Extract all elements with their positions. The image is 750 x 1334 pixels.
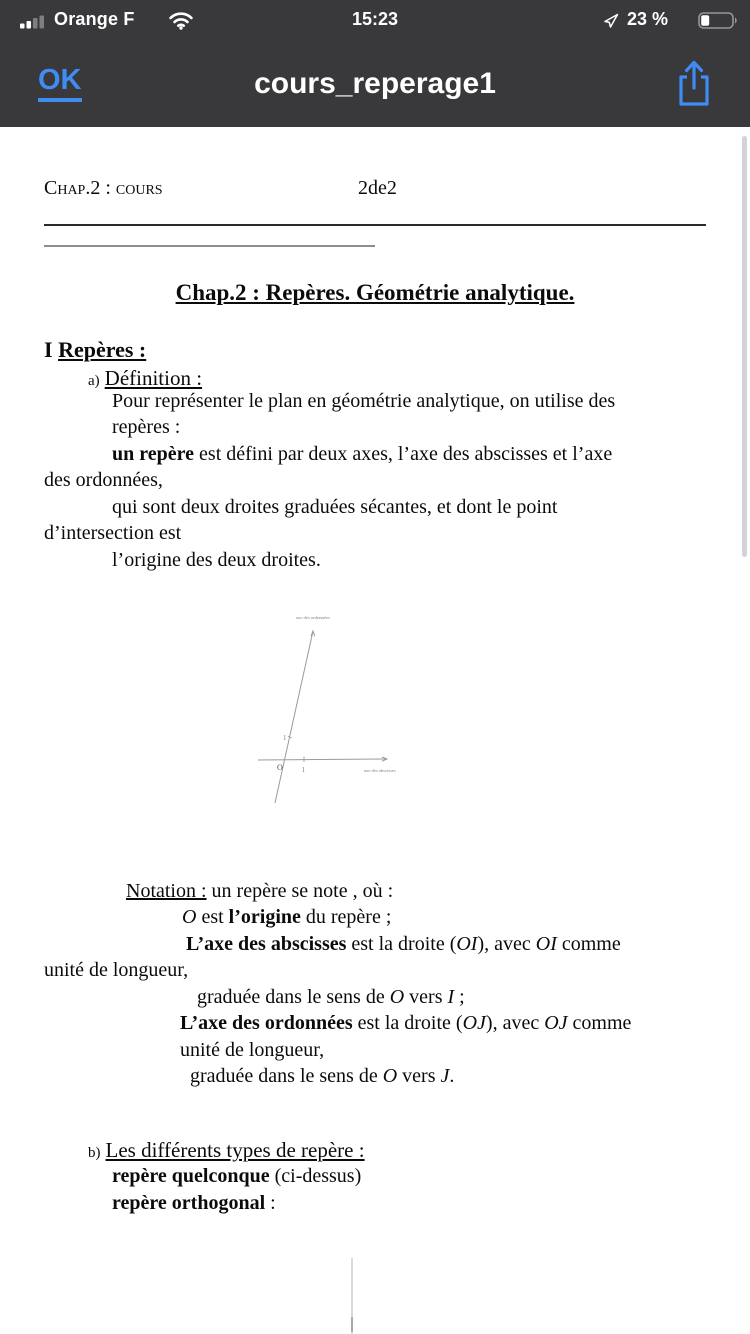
pdf-page — [0, 127, 750, 1334]
nota-grad1-I: I — [447, 986, 455, 1008]
fig-ylabel: axe des ordonnées — [296, 615, 330, 620]
nota-grad2-O: O — [382, 1065, 398, 1087]
nota-o-end: du repère ; — [300, 906, 392, 928]
nota-line-8 — [190, 1065, 454, 1087]
sub-a-prefix: a) — [88, 373, 100, 389]
status-time: 15:23 — [351, 9, 399, 29]
nota-line-7: unité de longueur, — [180, 1039, 325, 1061]
def-line-3-rest: est défini par deux axes, l’axe des abscisses et l’axe — [194, 443, 613, 465]
nota-lead: Notation : — [126, 880, 207, 902]
nota-grad2-J: J — [440, 1065, 450, 1087]
nota-ord-1: est la droite ( — [352, 1012, 463, 1034]
top-chrome — [0, 0, 750, 127]
nota-line-3 — [186, 933, 621, 955]
nota-grad1: graduée dans le sens de — [197, 986, 390, 1008]
sub-b-prefix: b) — [88, 1145, 101, 1161]
nota-line-2 — [182, 906, 391, 928]
nota-grad1-vers: vers — [404, 986, 448, 1008]
sub-b-title: Les différents types de repère : — [105, 1138, 365, 1162]
def-line-2: repères : — [112, 416, 181, 438]
nota-ord-3: comme — [567, 1012, 632, 1034]
page-header-class: 2de2 — [358, 177, 397, 199]
nota-grad1-O: O — [389, 986, 405, 1008]
share-icon[interactable] — [676, 58, 712, 108]
nota-OI-2: OI — [535, 933, 557, 955]
section-1-number: I — [44, 337, 53, 362]
nota-ord-2: ), avec — [485, 1012, 545, 1034]
fig-tick-y: 1 — [283, 734, 287, 742]
nota-grad2: graduée dans le sens de — [190, 1065, 383, 1087]
def-line-5: qui sont deux droites graduées sécantes, et dont le point — [112, 496, 558, 518]
nota-origine-bold: l’origine — [228, 906, 301, 928]
b-line-2 — [112, 1192, 276, 1214]
def-line-3-bold: un repère — [112, 443, 195, 465]
nota-line-6 — [180, 1012, 631, 1034]
b-quelconque-rest: (ci-dessus) — [269, 1165, 362, 1187]
nota-OI: OI — [456, 933, 478, 955]
nota-grad1-end: ; — [454, 986, 465, 1008]
location-arrow-icon — [602, 12, 620, 30]
nota-grad2-end: . — [449, 1065, 455, 1087]
nota-est: est — [196, 906, 229, 928]
b-orthogonal-bold: repère orthogonal — [112, 1192, 266, 1214]
ok-back-button[interactable]: OK — [38, 64, 82, 102]
fig-xlabel: axe des abscisses — [364, 768, 396, 773]
carrier-label: Orange F — [54, 9, 135, 29]
figure-oblique-axes — [250, 605, 410, 820]
sub-b-heading — [88, 1139, 365, 1162]
nota-abs-2: ), avec — [477, 933, 536, 955]
def-line-4: des ordonnées, — [44, 469, 163, 491]
scrollbar[interactable] — [742, 136, 747, 557]
nota-OJ: OJ — [462, 1012, 486, 1034]
sub-a-heading — [88, 367, 202, 390]
def-line-7: l’origine des deux droites. — [112, 549, 321, 571]
def-line-3 — [112, 443, 612, 465]
b-orthogonal-rest: : — [265, 1192, 276, 1214]
b-line-1 — [112, 1165, 361, 1187]
fig-origin-label: O — [277, 763, 283, 772]
def-line-6: d’intersection est — [44, 522, 182, 544]
nota-abs-3: comme — [556, 933, 621, 955]
header-subrule — [44, 245, 375, 247]
fig-tick-x: 1 — [301, 766, 305, 774]
battery-percent-label: 23 % — [627, 9, 669, 29]
nota-grad2-vers: vers — [397, 1065, 441, 1087]
nota-lead-rest: un repère se note , où : — [206, 880, 394, 902]
figure2-axis-line-tip — [351, 1317, 353, 1332]
nota-line-4: unité de longueur, — [44, 959, 189, 981]
document-title-bar: cours_reperage1 — [254, 67, 496, 100]
sub-a-title: Définition : — [104, 366, 203, 390]
nota-abs-1: est la droite ( — [346, 933, 457, 955]
nota-line-1 — [126, 880, 393, 902]
nota-O: O — [182, 906, 197, 928]
b-quelconque-bold: repère quelconque — [112, 1165, 270, 1187]
section-1-heading — [44, 338, 146, 362]
battery-icon — [698, 12, 740, 29]
def-line-1: Pour représenter le plan en géométrie analytique, on utilise des — [112, 390, 616, 412]
nota-abs-bold: L’axe des abscisses — [186, 933, 347, 955]
section-1-title: Repères : — [58, 337, 147, 362]
header-rule — [44, 224, 706, 226]
chapter-title-text: Chap.2 : Repères. Géométrie analytique. — [175, 280, 575, 305]
chapter-title — [0, 280, 750, 306]
nota-line-5 — [197, 986, 465, 1008]
nota-OJ-2: OJ — [544, 1012, 568, 1034]
nota-ord-bold: L’axe des ordonnées — [180, 1012, 353, 1034]
page-header-left: Chap.2 : cours — [44, 177, 163, 199]
